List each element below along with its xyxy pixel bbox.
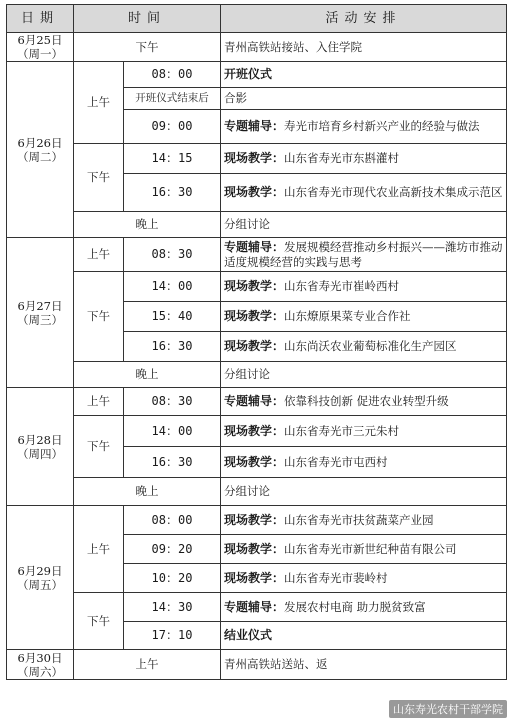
activity-cell (221, 388, 507, 416)
date-cell (7, 238, 74, 388)
watermark: 山东寿光农村干部学院 (389, 700, 507, 718)
activity-text: 山东省寿光市裴岭村 (284, 570, 388, 585)
table-row (7, 478, 507, 506)
activity-cell: 青州高铁站接站、入住学院 (221, 33, 507, 62)
date-cell (7, 650, 74, 680)
activity-label: 现场教学： (224, 309, 285, 323)
weekday-text: （周二） (17, 149, 63, 164)
table-row (7, 593, 507, 622)
table-row (7, 362, 507, 388)
date-text: 6月25日 (17, 33, 63, 47)
activity-cell (221, 110, 507, 144)
period-pm: 下午 (74, 416, 124, 478)
activity-cell: 分组讨论 (221, 212, 507, 238)
table-row (7, 144, 507, 174)
time-cell: 08：00 (124, 506, 221, 535)
date-cell (7, 33, 74, 62)
activity-text: 山东省寿光市扶贫蔬菜产业园 (284, 512, 434, 527)
period-eve: 晚上 (74, 212, 221, 238)
activity-label: 现场教学： (224, 339, 285, 353)
table-row (7, 506, 507, 535)
weekday-text: （周六） (17, 664, 63, 679)
activity-label: 现场教学： (224, 151, 285, 165)
period-cell: 下午 (74, 33, 221, 62)
period-am: 上午 (74, 238, 124, 272)
table-row (7, 416, 507, 447)
time-cell: 14：00 (124, 272, 221, 302)
header-row (7, 5, 507, 33)
period-am: 上午 (74, 506, 124, 593)
activity-label: 现场教学： (224, 423, 285, 438)
activity-cell (221, 238, 507, 272)
activity-text: 寿光市培育乡村新兴产业的经验与做法 (284, 119, 480, 133)
date-cell (7, 506, 74, 650)
header-activity: 活动安排 (221, 5, 507, 33)
date-text: 6月27日 (17, 298, 63, 313)
activity-label: 专题辅导： (224, 119, 285, 133)
weekday-text: （周四） (17, 446, 63, 461)
activity-cell (221, 88, 507, 110)
activity-label: 现场教学： (224, 541, 285, 556)
activity-cell (221, 506, 507, 535)
date-cell (7, 388, 74, 506)
activity-text: 山东省寿光市东斟灌村 (284, 151, 400, 165)
activity-text: 发展农村电商 助力脱贫致富 (284, 599, 426, 614)
time-cell: 14：00 (124, 416, 221, 447)
time-cell: 16：30 (124, 447, 221, 478)
weekday-text: （周三） (17, 312, 63, 327)
time-cell: 14：15 (124, 144, 221, 174)
schedule (6, 4, 506, 680)
activity-cell (221, 593, 507, 622)
table-row (7, 272, 507, 302)
period-cell: 上午 (74, 650, 221, 680)
weekday-text: （周一） (17, 47, 63, 61)
time-cell: 08：30 (124, 388, 221, 416)
weekday-text: （周五） (17, 577, 63, 592)
activity-cell: 青州高铁站送站、返 (221, 650, 507, 680)
activity-text: 山东尚沃农业葡萄标准化生产园区 (284, 339, 457, 353)
period-pm: 下午 (74, 272, 124, 362)
activity-label: 开班仪式 (224, 67, 273, 81)
time-cell: 09：00 (124, 110, 221, 144)
activity-text: 山东省寿光市屯西村 (284, 454, 388, 469)
activity-text: 山东省寿光市现代农业高新技术集成示范区 (284, 185, 503, 199)
period-eve: 晚上 (74, 362, 221, 388)
activity-label: 现场教学： (224, 512, 285, 527)
time-cell: 16：30 (124, 332, 221, 362)
time-cell: 09：20 (124, 535, 221, 564)
time-cell: 开班仪式结束后 (124, 88, 221, 110)
activity-cell (221, 332, 507, 362)
activity-cell (221, 272, 507, 302)
activity-label: 专题辅导： (224, 599, 285, 614)
activity-cell (221, 564, 507, 593)
time-cell: 08：00 (124, 62, 221, 88)
activity-cell (221, 144, 507, 174)
activity-cell: 分组讨论 (221, 362, 507, 388)
activity-label: 结业仪式 (224, 628, 273, 642)
activity-label: 现场教学： (224, 454, 285, 469)
activity-text: 山东省寿光市崔岭西村 (284, 279, 400, 293)
time-cell: 15：40 (124, 302, 221, 332)
table-row (7, 388, 507, 416)
time-cell: 16：30 (124, 174, 221, 212)
period-pm: 下午 (74, 144, 124, 212)
table-row (7, 62, 507, 88)
table-row (7, 33, 507, 62)
activity-text: 山东省寿光市三元朱村 (284, 423, 400, 438)
activity-text: 依靠科技创新 促进农业转型升级 (284, 394, 449, 408)
time-cell: 14：30 (124, 593, 221, 622)
activity-cell (221, 535, 507, 564)
activity-cell (221, 622, 507, 650)
activity-label: 专题辅导： (224, 394, 285, 408)
period-eve: 晚上 (74, 478, 221, 506)
date-text: 6月30日 (17, 650, 63, 665)
activity-label: 现场教学： (224, 570, 285, 585)
activity-label: 现场教学： (224, 279, 285, 293)
table-row (7, 650, 507, 680)
schedule-table (6, 4, 507, 680)
activity-text: 发展规模经营推动乡村振兴——潍坊市推动适度规模经营的实践与思考 (224, 239, 503, 269)
table-row (7, 238, 507, 272)
period-am: 上午 (74, 62, 124, 144)
period-pm: 下午 (74, 593, 124, 650)
activity-cell (221, 62, 507, 88)
activity-label: 现场教学： (224, 185, 285, 199)
activity-cell (221, 302, 507, 332)
table-row (7, 212, 507, 238)
activity-cell (221, 174, 507, 212)
header-time: 时间 (74, 5, 221, 33)
time-cell: 08：30 (124, 238, 221, 272)
activity-cell (221, 447, 507, 478)
activity-cell: 分组讨论 (221, 478, 507, 506)
activity-cell (221, 416, 507, 447)
activity-text: 山东省寿光市新世纪种苗有限公司 (284, 541, 457, 556)
date-text: 6月26日 (17, 135, 63, 150)
date-text: 6月28日 (17, 432, 63, 447)
time-cell: 17：10 (124, 622, 221, 650)
date-cell (7, 62, 74, 238)
activity-label: 专题辅导： (224, 239, 285, 254)
date-text: 6月29日 (17, 563, 63, 578)
header-date: 日期 (7, 5, 74, 33)
activity-text: 合影 (224, 91, 248, 105)
activity-text: 山东燎原果菜专业合作社 (284, 309, 411, 323)
period-am: 上午 (74, 388, 124, 416)
time-cell: 10：20 (124, 564, 221, 593)
